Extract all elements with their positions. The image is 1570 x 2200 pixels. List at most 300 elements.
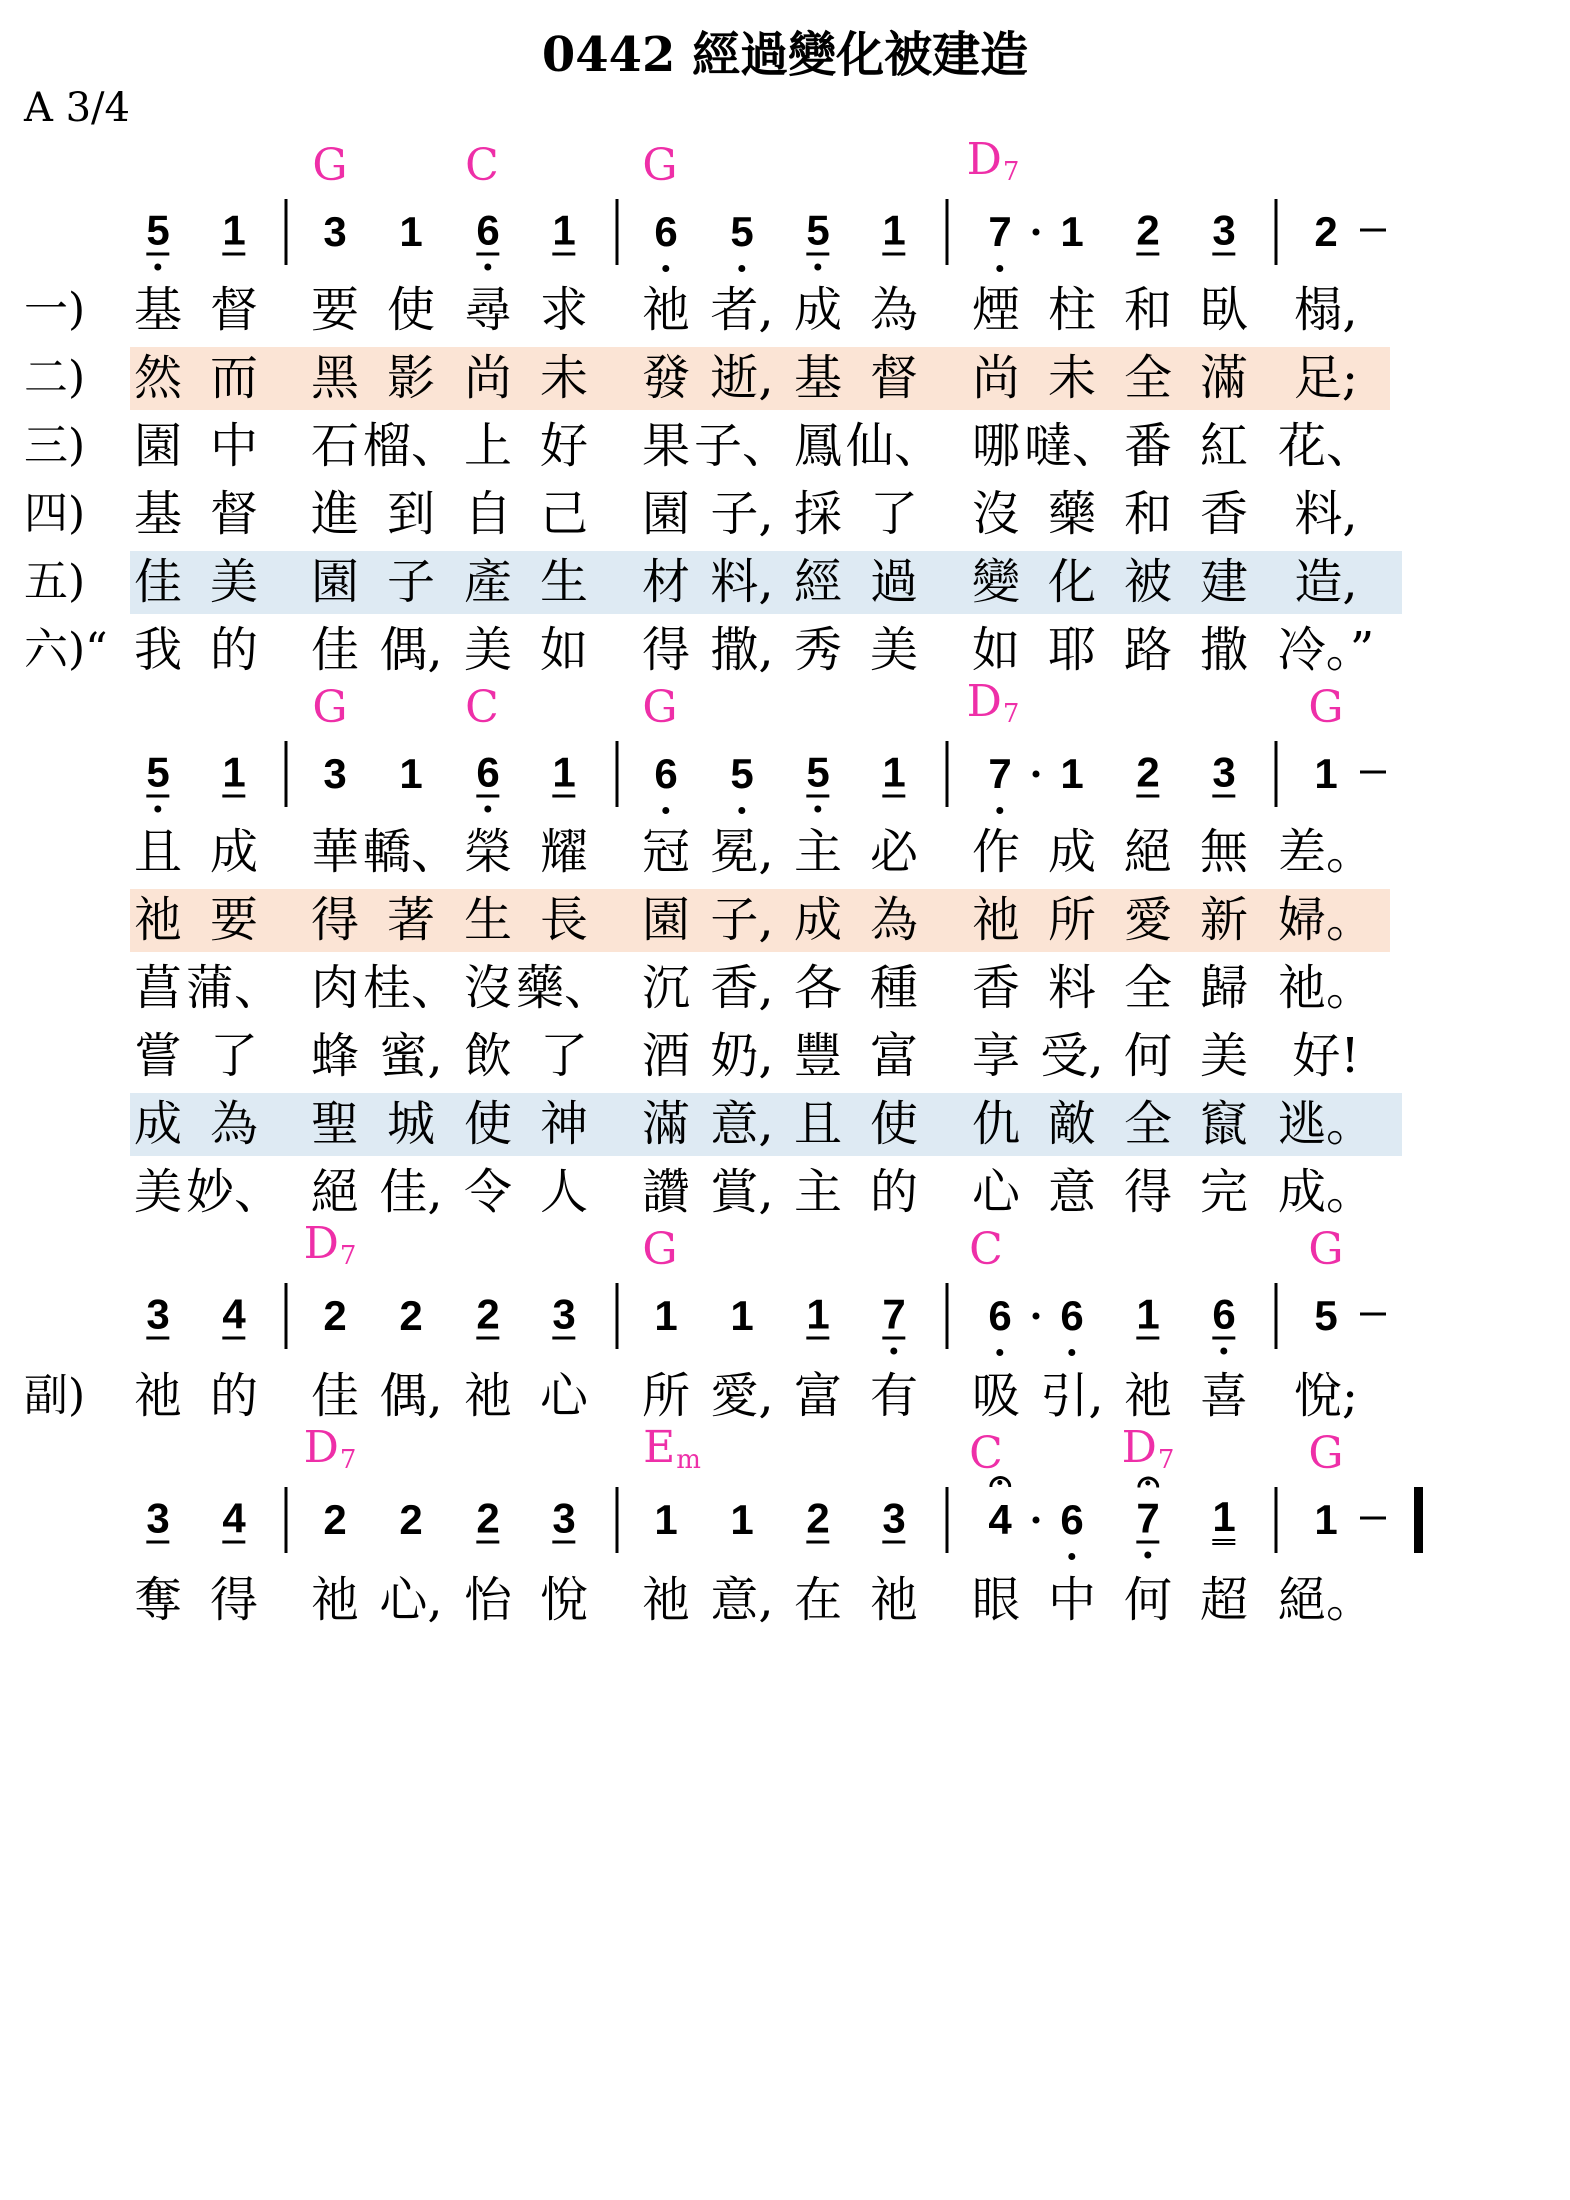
verse-label: 四) (24, 488, 86, 539)
lyric-syllable: 引, (1040, 1368, 1104, 1424)
note-digit: 3 (1212, 748, 1236, 796)
chord-symbol (643, 1420, 701, 1488)
lyric-syllable: 偶, (379, 622, 443, 678)
lyric-syllable: 使 (463, 1096, 513, 1152)
lyric-syllable: 了 (209, 1028, 259, 1084)
lyric-syllable: 的 (209, 1368, 259, 1424)
lyric-syllable: 豐 (793, 1028, 843, 1084)
augmentation-dot (1033, 771, 1040, 778)
lower-octave-dot (996, 1349, 1003, 1356)
lyric-syllable: 讚 (641, 1164, 691, 1220)
chord-symbol (1308, 1222, 1343, 1278)
note-digit: 4 (222, 1290, 246, 1338)
lyric-syllable: 基 (133, 486, 183, 542)
lyric-syllable: 主 (793, 1164, 843, 1220)
lyric-syllable: 自 (463, 486, 513, 542)
lyric-syllable: 子 (386, 554, 436, 610)
lyric-syllable: 料, (710, 554, 774, 610)
lyric-syllable: 的 (869, 1164, 919, 1220)
note-number (730, 750, 753, 798)
lyric-syllable: 偶, (379, 1368, 443, 1424)
hymn-title: 0442 經過變化被建造 (541, 27, 1029, 83)
note-digit: 6 (1060, 1496, 1084, 1543)
note-digit: 2 (1314, 208, 1338, 255)
fermata-icon (989, 1476, 1011, 1487)
note-digit: 2 (1136, 206, 1160, 254)
note-number (146, 748, 170, 798)
chord-root: D (966, 676, 1002, 727)
lyric-syllable: 歸 (1199, 960, 1249, 1016)
note-number (1314, 1292, 1337, 1340)
lyric-syllable: 沉 (641, 960, 691, 1016)
note-number (988, 750, 1011, 798)
note-digit: 3 (146, 1494, 170, 1542)
lyric-syllable: 佳 (310, 622, 360, 678)
note-number (323, 1292, 346, 1340)
lyric-syllable: 奶, (710, 1028, 774, 1084)
lyric-syllable: 生 (539, 554, 589, 610)
note-number (476, 206, 500, 256)
lower-octave-dot (662, 265, 669, 272)
lyric-syllable: 督 (209, 282, 259, 338)
note-digit: 7 (882, 1290, 906, 1338)
note-digit: 4 (988, 1496, 1012, 1543)
augmentation-dot (1033, 229, 1040, 236)
chord-root: G (1308, 682, 1344, 733)
lyric-syllable: 祂 (869, 1572, 919, 1628)
lyric-syllable: 所 (641, 1368, 691, 1424)
lyric-syllable: 園 (133, 418, 183, 474)
lyric-syllable: 臥 (1199, 282, 1249, 338)
lyric-syllable: 富 (869, 1028, 919, 1084)
note-number (323, 750, 346, 798)
barline (946, 1487, 949, 1553)
lyric-syllable: 上 (463, 418, 513, 474)
lyric-syllable: 吸 (971, 1368, 1021, 1424)
lyric-syllable: 中 (209, 418, 259, 474)
lower-octave-dot (996, 807, 1003, 814)
lyric-syllable: 未 (1047, 350, 1097, 406)
lyric-syllable: 經 (793, 554, 843, 610)
chord-root: G (642, 682, 678, 733)
lyric-syllable: 使 (869, 1096, 919, 1152)
lyric-syllable: 花、 (1277, 418, 1375, 474)
barline (285, 1487, 288, 1553)
note-number (730, 1292, 753, 1340)
note-number (399, 208, 422, 256)
note-digit: 7 (988, 750, 1012, 797)
chord-quality: 7 (1157, 1445, 1175, 1475)
lyric-syllable: 意, (710, 1096, 774, 1152)
note-digit: 1 (1136, 1290, 1160, 1338)
lyric-syllable: 且 (133, 824, 183, 880)
lower-octave-dot (1068, 1349, 1075, 1356)
chord-symbol (312, 138, 347, 194)
note-digit: 5 (806, 206, 830, 254)
chord-symbol (969, 1222, 1003, 1278)
lyric-syllable: 差。 (1277, 824, 1375, 880)
note-digit: 6 (988, 1292, 1012, 1339)
lyric-syllable: 有 (869, 1368, 919, 1424)
barline (946, 199, 949, 265)
lyric-syllable: 超 (1199, 1572, 1249, 1628)
note-number (806, 206, 830, 256)
lyric-syllable: 意, (710, 1572, 774, 1628)
note-number (1314, 750, 1337, 798)
barline (1275, 199, 1278, 265)
chord-symbol (969, 1426, 1003, 1482)
verse-label: 三) (24, 420, 86, 471)
lower-octave-dot (154, 264, 161, 271)
note-digit: 2 (323, 1292, 347, 1339)
lyric-syllable: 成 (1047, 824, 1097, 880)
lyric-syllable: 轎、 (362, 824, 460, 880)
lyric-syllable: 秀 (793, 622, 843, 678)
lyric-syllable: 藥、 (515, 960, 613, 1016)
note-number (806, 1290, 830, 1340)
note-number (476, 748, 500, 798)
note-digit: 1 (730, 1292, 754, 1339)
note-digit: 1 (399, 208, 423, 255)
lyric-syllable: 冕, (710, 824, 774, 880)
note-digit: 1 (1212, 1493, 1236, 1540)
lyric-syllable: 作 (971, 824, 1021, 880)
lyric-syllable: 祂 (310, 1572, 360, 1628)
lyric-syllable: 肉 (310, 960, 360, 1016)
lyric-syllable: 嘗 (133, 1028, 183, 1084)
barline (616, 1283, 619, 1349)
lyric-syllable: 石 (310, 418, 360, 474)
lyric-syllable: 香 (971, 960, 1021, 1016)
lyric-syllable: 我 (133, 622, 183, 678)
note-number (1212, 1290, 1236, 1340)
barline (946, 1283, 949, 1349)
chord-symbol (967, 674, 1020, 742)
note-number (730, 208, 753, 256)
lower-octave-dot (1068, 1553, 1075, 1560)
barline (946, 741, 949, 807)
lyric-syllable: 園 (310, 554, 360, 610)
lyric-syllable: 得 (1123, 1164, 1173, 1220)
lyric-syllable: 被 (1123, 554, 1173, 610)
lyric-syllable: 了 (869, 486, 919, 542)
note-number (988, 208, 1011, 256)
lyric-syllable: 影 (386, 350, 436, 406)
lyric-syllable: 榴、 (362, 418, 460, 474)
note-number (882, 748, 906, 798)
chord-root: C (465, 140, 499, 191)
chord-root: G (1308, 1428, 1344, 1479)
lyric-syllable: 蜂 (310, 1028, 360, 1084)
note-number (222, 206, 246, 256)
note-digit: 3 (552, 1290, 576, 1338)
note-number (552, 748, 576, 798)
lyric-syllable: 眼 (971, 1572, 1021, 1628)
note-digit: 1 (730, 1496, 754, 1543)
lyric-syllable: 婦。 (1277, 892, 1375, 948)
note-number (222, 1494, 246, 1544)
lyric-syllable: 沒 (463, 960, 513, 1016)
note-digit: 3 (882, 1494, 906, 1542)
verse-label: 一) (24, 284, 86, 335)
lyric-syllable: 長 (539, 892, 589, 948)
note-digit: 6 (476, 206, 500, 254)
augmentation-dot (1033, 1517, 1040, 1524)
lower-octave-dot (738, 807, 745, 814)
chord-root: G (642, 140, 678, 191)
lyric-syllable: 無 (1199, 824, 1249, 880)
lower-octave-dot (662, 807, 669, 814)
note-digit: 5 (146, 748, 170, 796)
lyric-syllable: 園 (641, 486, 691, 542)
lyric-syllable: 令 (463, 1164, 513, 1220)
lyric-syllable: 到 (386, 486, 436, 542)
lyric-syllable: 悅 (539, 1572, 589, 1628)
lyric-syllable: 全 (1123, 960, 1173, 1016)
note-number (222, 748, 246, 798)
note-number (806, 748, 830, 798)
lyric-syllable: 番 (1123, 418, 1173, 474)
note-digit: 1 (1060, 750, 1084, 797)
note-number (806, 1494, 830, 1544)
lyric-syllable: 子, (710, 892, 774, 948)
lyric-syllable: 得 (209, 1572, 259, 1628)
lyric-syllable: 如 (539, 622, 589, 678)
lyric-syllable: 心 (539, 1368, 589, 1424)
lyric-syllable: 富 (793, 1368, 843, 1424)
barline (1275, 1283, 1278, 1349)
lower-octave-dot (484, 806, 491, 813)
lyric-syllable: 要 (209, 892, 259, 948)
note-digit: 5 (730, 750, 754, 797)
lyric-syllable: 何 (1123, 1572, 1173, 1628)
note-number (882, 206, 906, 256)
lyric-syllable: 滿 (641, 1096, 691, 1152)
lyric-syllable: 尚 (971, 350, 1021, 406)
lower-octave-dot (484, 264, 491, 271)
note-digit: 1 (882, 748, 906, 796)
lower-octave-dot (996, 265, 1003, 272)
lyric-syllable: 藥 (1047, 486, 1097, 542)
note-number (552, 1290, 576, 1340)
lyric-syllable: 園 (641, 892, 691, 948)
note-digit: 1 (399, 750, 423, 797)
lyric-syllable: 基 (133, 282, 183, 338)
note-number (1314, 1496, 1337, 1544)
chord-symbol (1308, 1426, 1343, 1482)
lyric-syllable: 撒, (710, 622, 774, 678)
note-number (399, 1292, 422, 1340)
lyric-syllable: 求 (539, 282, 589, 338)
note-digit: 6 (1060, 1292, 1084, 1339)
note-digit: 3 (323, 750, 347, 797)
barline (616, 741, 619, 807)
note-number (988, 1292, 1011, 1340)
chord-root: D (966, 134, 1002, 185)
note-digit: 1 (1314, 750, 1338, 797)
lyric-syllable: 發 (641, 350, 691, 406)
lyric-syllable: 仙、 (845, 418, 943, 474)
lyric-syllable: 全 (1123, 350, 1173, 406)
note-number (1060, 1292, 1083, 1340)
barline (616, 199, 619, 265)
lyric-syllable: 沒 (971, 486, 1021, 542)
note-digit: 5 (146, 206, 170, 254)
note-number (654, 750, 677, 798)
lyric-syllable: 和 (1123, 282, 1173, 338)
chord-root: D (1121, 1422, 1157, 1473)
chord-symbol (1308, 680, 1343, 736)
note-number (146, 1494, 170, 1544)
lyric-syllable: 美 (869, 622, 919, 678)
note-number (1060, 208, 1083, 256)
lyric-syllable: 且 (793, 1096, 843, 1152)
lyric-syllable: 菖 (133, 960, 183, 1016)
lyric-syllable: 而 (209, 350, 259, 406)
lyric-syllable: 主 (793, 824, 843, 880)
note-digit: 1 (222, 748, 246, 796)
note-number (988, 1496, 1011, 1544)
lyric-syllable: 好 (539, 418, 589, 474)
lyric-syllable: 心 (971, 1164, 1021, 1220)
lyric-syllable: 如 (971, 622, 1021, 678)
lyric-syllable: 新 (1199, 892, 1249, 948)
lyric-syllable: 建 (1199, 554, 1249, 610)
barline (285, 199, 288, 265)
chord-root: C (465, 682, 499, 733)
lower-octave-dot (814, 264, 821, 271)
note-number (1060, 1496, 1083, 1544)
chord-symbol (642, 680, 677, 736)
lyric-syllable: 絕。 (1277, 1572, 1375, 1628)
lyric-syllable: 子、 (693, 418, 791, 474)
note-digit: 3 (1212, 206, 1236, 254)
note-number (146, 1290, 170, 1340)
chord-root: E (643, 1422, 676, 1473)
note-digit: 4 (222, 1494, 246, 1542)
lyric-syllable: 果 (641, 418, 691, 474)
chord-quality: 7 (1002, 699, 1020, 729)
final-barline (1414, 1487, 1423, 1553)
lyric-syllable: 在 (793, 1572, 843, 1628)
lyric-syllable: 生 (463, 892, 513, 948)
lyric-syllable: 鳳 (793, 418, 843, 474)
note-number (1212, 206, 1236, 256)
lyric-syllable: 心, (379, 1572, 443, 1628)
lyric-syllable: 祂。 (1277, 960, 1375, 1016)
note-number (1060, 750, 1083, 798)
note-number (146, 206, 170, 256)
sustain-dash (1360, 771, 1386, 774)
note-digit: 2 (399, 1496, 423, 1543)
lyric-syllable: 為 (869, 282, 919, 338)
lyric-syllable: 悅; (1293, 1368, 1359, 1424)
lyric-syllable: 祂 (971, 892, 1021, 948)
lyric-syllable: 聖 (310, 1096, 360, 1152)
lyric-syllable: 佳, (379, 1164, 443, 1220)
lyric-syllable: 酒 (641, 1028, 691, 1084)
lyric-syllable: 柱 (1047, 282, 1097, 338)
note-digit: 3 (146, 1290, 170, 1338)
chord-root: G (1308, 1224, 1344, 1275)
lyric-syllable: 撒 (1199, 622, 1249, 678)
lyric-syllable: 成。 (1277, 1164, 1375, 1220)
lyric-syllable: 產 (463, 554, 513, 610)
lyric-syllable: 子, (710, 486, 774, 542)
lyric-syllable: 料, (1294, 486, 1358, 542)
lyric-syllable: 料 (1047, 960, 1097, 1016)
lyric-syllable: 飲 (463, 1028, 513, 1084)
note-number (476, 1494, 500, 1544)
lyric-syllable: 滿 (1199, 350, 1249, 406)
chord-root: G (312, 140, 348, 191)
lyric-syllable: 未 (539, 350, 589, 406)
lyric-syllable: 美 (133, 1164, 183, 1220)
sustain-dash (1360, 1517, 1386, 1520)
note-digit: 1 (654, 1292, 678, 1339)
note-number (323, 208, 346, 256)
note-digit: 7 (988, 208, 1012, 255)
note-digit: 1 (222, 206, 246, 254)
lower-octave-dot (154, 806, 161, 813)
lyric-syllable: 成 (793, 282, 843, 338)
lyric-syllable: 美 (463, 622, 513, 678)
note-digit: 1 (1060, 208, 1084, 255)
lyric-syllable: 路 (1123, 622, 1173, 678)
note-digit: 5 (1314, 1292, 1338, 1339)
lyric-syllable: 基 (793, 350, 843, 406)
sustain-dash (1360, 229, 1386, 232)
note-digit: 7 (1136, 1494, 1160, 1542)
lyric-syllable: 美 (1199, 1028, 1249, 1084)
lyric-syllable: 香, (710, 960, 774, 1016)
chord-quality: 7 (1002, 157, 1020, 187)
lyric-syllable: 要 (310, 282, 360, 338)
lyric-syllable: 祂 (133, 1368, 183, 1424)
note-number (654, 1292, 677, 1340)
lyric-syllable: 造, (1294, 554, 1358, 610)
lower-octave-dot (1144, 1552, 1151, 1559)
lyric-syllable: 得 (310, 892, 360, 948)
note-number (222, 1290, 246, 1340)
note-number (399, 750, 422, 798)
lyric-syllable: 化 (1047, 554, 1097, 610)
lyric-syllable: 者, (710, 282, 774, 338)
lyric-syllable: 祂 (1123, 1368, 1173, 1424)
lyric-syllable: 使 (386, 282, 436, 338)
lyric-syllable: 耶 (1047, 622, 1097, 678)
lyric-syllable: 受, (1040, 1028, 1104, 1084)
lyric-syllable: 尋 (463, 282, 513, 338)
lyric-syllable: 祂 (133, 892, 183, 948)
lower-octave-dot (890, 1348, 897, 1355)
note-digit: 3 (552, 1494, 576, 1542)
lyric-syllable: 著 (386, 892, 436, 948)
augmentation-dot (1033, 1313, 1040, 1320)
chord-symbol (642, 1222, 677, 1278)
lyric-syllable: 蒲、 (185, 960, 283, 1016)
lyric-syllable: 和 (1123, 486, 1173, 542)
lyric-syllable: 蜜, (379, 1028, 443, 1084)
chord-symbol (304, 1420, 357, 1488)
lyric-syllable: 冠 (641, 824, 691, 880)
chord-quality: 7 (339, 1445, 357, 1475)
note-digit: 5 (730, 208, 754, 255)
lyric-syllable: 愛, (710, 1368, 774, 1424)
note-digit: 2 (806, 1494, 830, 1542)
note-number (730, 1496, 753, 1544)
lyric-syllable: 人 (539, 1164, 589, 1220)
